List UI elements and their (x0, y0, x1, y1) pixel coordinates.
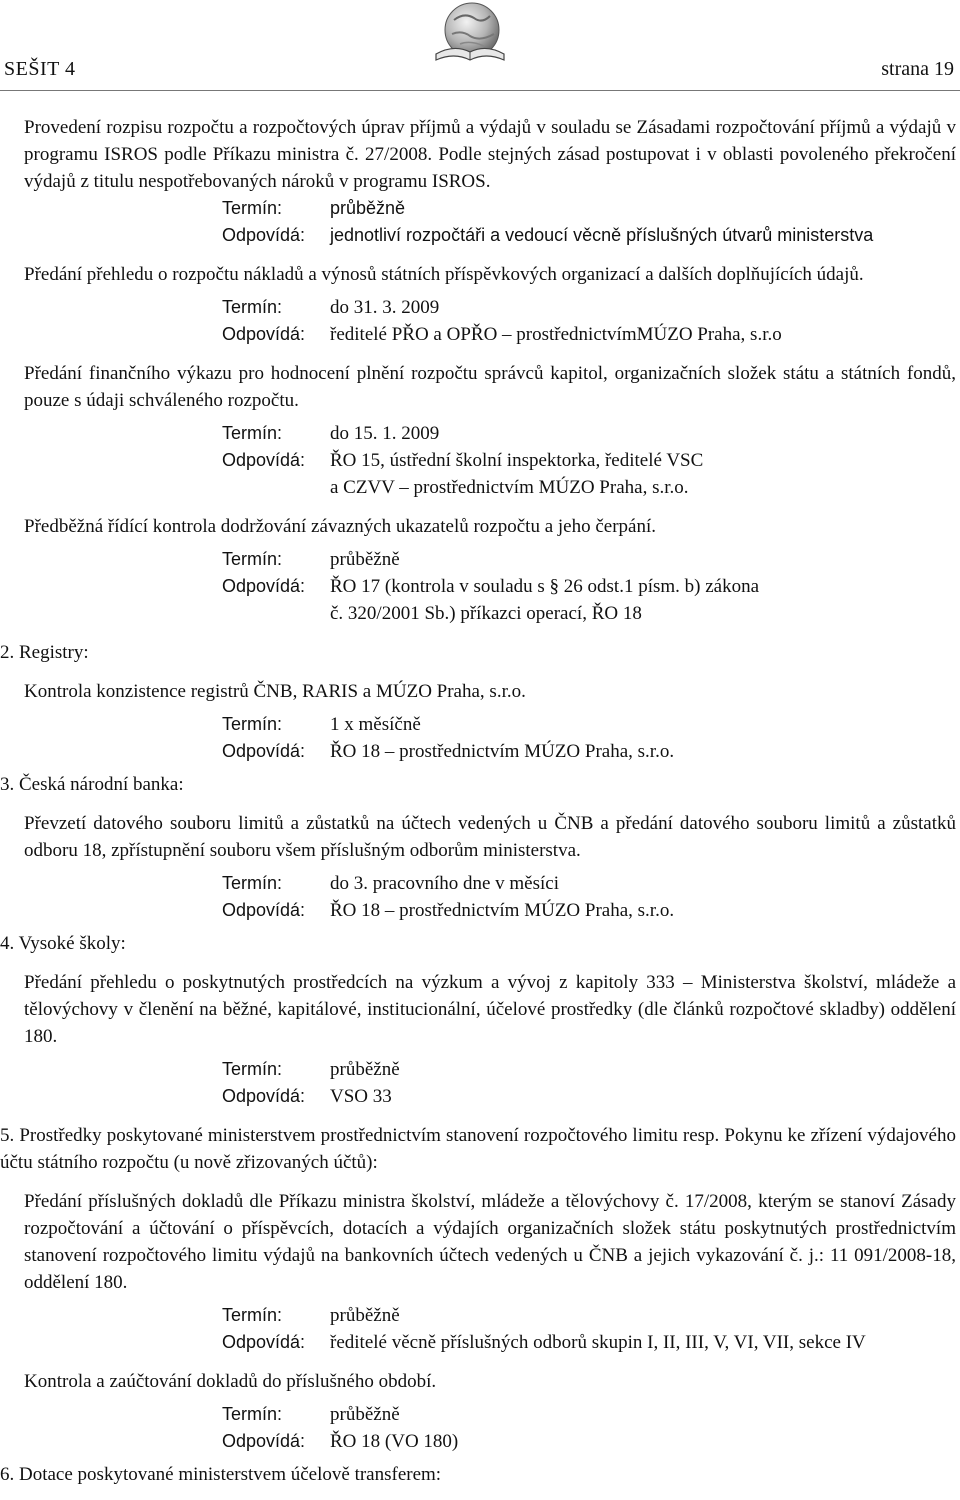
termin-label: Termín: (222, 297, 283, 317)
assignment (222, 711, 956, 765)
odpovida-value: ŘO 18 – prostřednictvím MÚZO Praha, s.r.o. (330, 900, 675, 921)
paragraph: Kontrola konzistence registrů ČNB, RARIS a MÚZO Praha, s.r.o. (24, 681, 526, 702)
odpovida-row-continued (222, 474, 956, 501)
page-header (0, 0, 960, 100)
odpovida-value: ŘO 17 (kontrola v souladu s § 26 odst.1 písm. b) zákona (330, 576, 760, 597)
odpovida-label: Odpovídá: (222, 324, 306, 344)
termin-value: do 15. 1. 2009 (330, 423, 440, 444)
termin-label: Termín: (222, 1059, 283, 1079)
section-heading: 4. Vysoké školy: (0, 933, 126, 954)
assignment (222, 1056, 956, 1110)
odpovida-row (222, 897, 956, 924)
odpovida-row-continued (222, 600, 956, 627)
termin-value: do 31. 3. 2009 (330, 297, 440, 318)
section-heading: 2. Registry: (0, 642, 89, 663)
odpovida-label: Odpovídá: (222, 741, 306, 761)
odpovida-label: Odpovídá: (222, 225, 306, 245)
paragraph: Kontrola a zaúčtování dokladů do příslušného období. (24, 1371, 437, 1392)
odpovida-value: ředitelé PŘO a OPŘO – prostřednictvímMÚZO Praha, s.r.o (330, 324, 782, 345)
termin-value: průběžně (330, 1305, 400, 1326)
termin-row (222, 1056, 956, 1083)
odpovida-value: ŘO 18 – prostřednictvím MÚZO Praha, s.r.o. (330, 741, 675, 762)
paragraph: Předání příslušných dokladů dle Příkazu ministra školství, mládeže a tělovýchovy č. 17/2008, kterým se stanoví Zásady rozpočtování a účtování o příspěvcích, dotacích a výdajích organizačních složek státu poskytnutých prostřednictvím stanovení rozpočtového limitu výdajů na bankovních účtech vedených u ČNB a jejich vykazování č. j.: 11 091/2008-18, oddělení 180. (24, 1191, 956, 1293)
termin-label: Termín: (222, 873, 283, 893)
termin-label: Termín: (222, 423, 283, 443)
termin-row (222, 420, 956, 447)
termin-value: průběžně (330, 1404, 400, 1425)
header-page-number: strana 19 (881, 58, 954, 80)
odpovida-row (222, 1428, 956, 1455)
odpovida-value: ŘO 15, ústřední školní inspektorka, ředitelé VSC (330, 450, 704, 471)
odpovida-value-continued: č. 320/2001 Sb.) příkazci operací, ŘO 18 (330, 603, 642, 624)
odpovida-label: Odpovídá: (222, 576, 306, 596)
content (0, 114, 956, 1488)
termin-row (222, 546, 956, 573)
odpovida-label: Odpovídá: (222, 450, 306, 470)
assignment (222, 546, 956, 627)
assignment (222, 870, 956, 924)
odpovida-row (222, 738, 956, 765)
odpovida-row (222, 1329, 956, 1356)
termin-row (222, 195, 956, 222)
odpovida-value-continued: a CZVV – prostřednictvím MÚZO Praha, s.r.o. (330, 477, 689, 498)
header-issue: SEŠIT 4 (4, 58, 76, 80)
assignment (222, 420, 956, 501)
termin-row (222, 1401, 956, 1428)
header-divider (0, 90, 960, 91)
termin-row (222, 294, 956, 321)
termin-label: Termín: (222, 1404, 283, 1424)
termin-value: průběžně (330, 549, 400, 570)
odpovida-value: VSO 33 (330, 1086, 392, 1107)
section-heading: 6. Dotace poskytované ministerstvem účelově transferem: (0, 1464, 442, 1485)
odpovida-row (222, 321, 956, 348)
odpovida-row (222, 1083, 956, 1110)
termin-value: 1 x měsíčně (330, 714, 421, 735)
odpovida-row (222, 573, 956, 600)
termin-label: Termín: (222, 714, 283, 734)
termin-value: průběžně (330, 1059, 400, 1080)
paragraph: Předání přehledu o poskytnutých prostředcích na výzkum a vývoj z kapitoly 333 – Ministerstva školství, mládeže a tělovýchovy v členění na běžné, kapitálové, institucionální, účelové prostředky (dle článků rozpočtové skladby) oddělení 180. (24, 972, 956, 1047)
termin-value: průběžně (330, 198, 406, 218)
termin-row (222, 1302, 956, 1329)
section-heading: 3. Česká národní banka: (0, 774, 184, 795)
odpovida-row (222, 222, 956, 249)
odpovida-label: Odpovídá: (222, 900, 306, 920)
section-heading: 5. Prostředky poskytované ministerstvem prostřednictvím stanovení rozpočtového limitu resp. Pokynu ke zřízení výdajového účtu státního rozpočtu (u nově zřizovaných účtů): (0, 1125, 956, 1173)
assignment (222, 294, 956, 348)
termin-value: do 3. pracovního dne v měsíci (330, 873, 560, 894)
paragraph: Předání finančního výkazu pro hodnocení plnění rozpočtu správců kapitol, organizačních složek státu a státních fondů, pouze s údaji schváleného rozpočtu. (24, 363, 956, 411)
termin-label: Termín: (222, 198, 283, 218)
termin-label: Termín: (222, 1305, 283, 1325)
odpovida-label: Odpovídá: (222, 1431, 306, 1451)
odpovida-label: Odpovídá: (222, 1086, 306, 1106)
odpovida-value: ředitelé věcně příslušných odborů skupin I, II, III, V, VI, VII, sekce IV (330, 1332, 866, 1353)
globe-book-logo (424, 0, 516, 68)
assignment (222, 195, 956, 249)
odpovida-value: jednotliví rozpočtáři a vedoucí věcně příslušných útvarů ministerstva (330, 225, 874, 245)
assignment (222, 1302, 956, 1356)
paragraph: Převzetí datového souboru limitů a zůstatků na účtech vedených u ČNB a předání datového souboru limitů a zůstatků odboru 18, zpřístupnění souboru všem příslušným odborům ministerstva. (24, 813, 956, 861)
termin-row (222, 870, 956, 897)
paragraph: Předběžná řídící kontrola dodržování závazných ukazatelů rozpočtu a jeho čerpání. (24, 516, 656, 537)
termin-label: Termín: (222, 549, 283, 569)
odpovida-value: ŘO 18 (VO 180) (330, 1431, 459, 1452)
odpovida-row (222, 447, 956, 474)
paragraph: Předání přehledu o rozpočtu nákladů a výnosů státních příspěvkových organizací a dalších doplňujících údajů. (24, 264, 864, 285)
termin-row (222, 711, 956, 738)
paragraph: Provedení rozpisu rozpočtu a rozpočtových úprav příjmů a výdajů v souladu se Zásadami rozpočtování příjmů a výdajů v programu ISROS podle Příkazu ministra č. 27/2008. Podle stejných zásad postupovat i v oblasti povoleného překročení výdajů z titulu nespotřebovaných nároků v programu ISROS. (24, 117, 956, 192)
assignment (222, 1401, 956, 1455)
odpovida-label: Odpovídá: (222, 1332, 306, 1352)
